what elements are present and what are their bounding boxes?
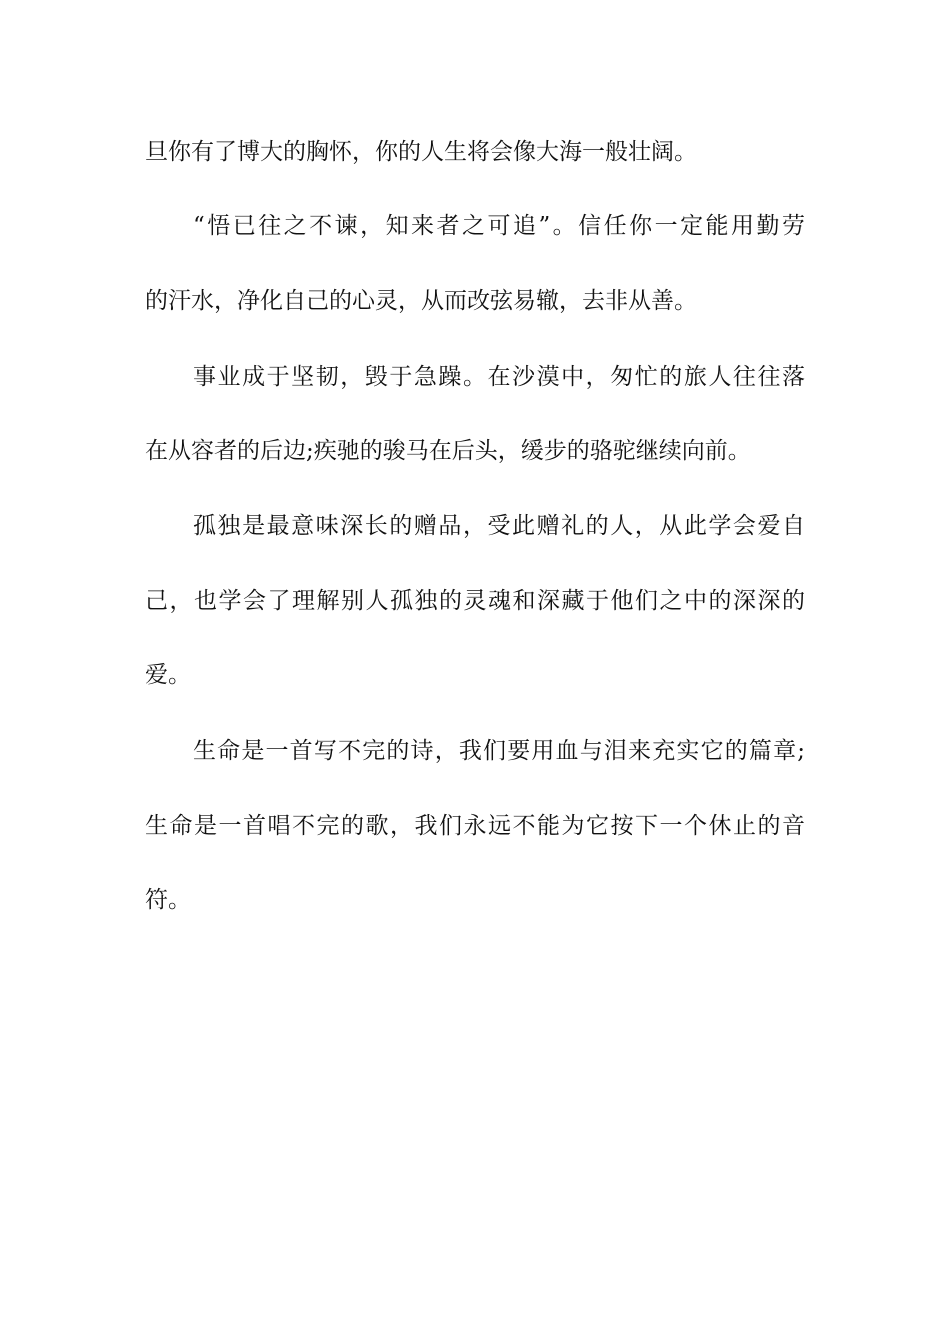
text-line-6: 孤独是最意味深长的赠品，受此赠礼的人，从此学会爱自 (193, 513, 805, 539)
text-line-7: 己，也学会了理解别人孤独的灵魂和深藏于他们之中的深深的 (145, 588, 805, 614)
text-line-3: 的汗水，净化自己的心灵，从而改弦易辙，去非从善。 (145, 288, 697, 314)
text-line-4: 事业成于坚韧，毁于急躁。在沙漠中，匆忙的旅人往往落 (193, 364, 805, 390)
text-line-8: 爱。 (145, 662, 191, 688)
text-line-5: 在从容者的后边;疾驰的骏马在后头，缓步的骆驼继续向前。 (145, 438, 751, 464)
text-line-9: 生命是一首写不完的诗，我们要用血与泪来充实它的篇章; (193, 738, 805, 764)
text-line-1: 旦你有了博大的胸怀，你的人生将会像大海一般壮阔。 (145, 139, 697, 165)
text-line-2: “悟已往之不谏，知来者之可追”。信任你一定能用勤劳 (193, 213, 805, 239)
text-line-11: 符。 (145, 887, 191, 913)
text-line-10: 生命是一首唱不完的歌，我们永远不能为它按下一个休止的音 (145, 813, 805, 839)
